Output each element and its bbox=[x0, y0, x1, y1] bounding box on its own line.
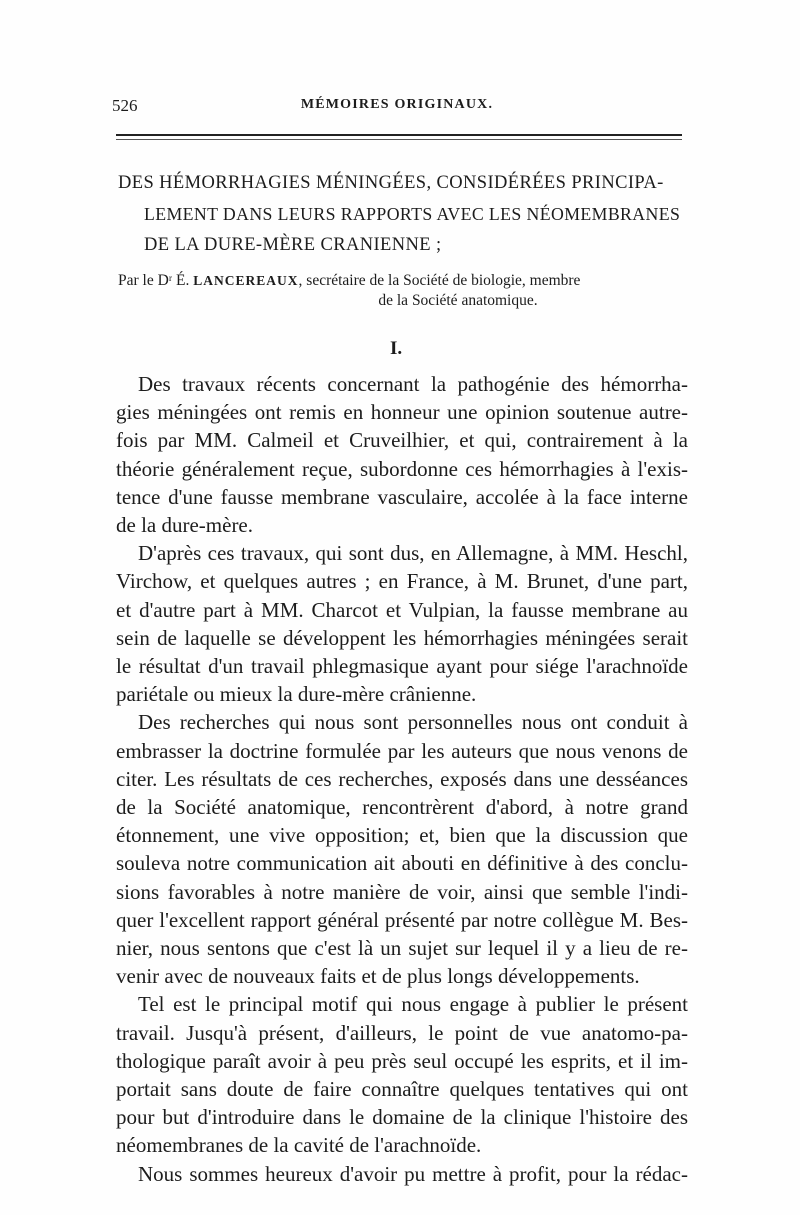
title-line: DES HÉMORRHAGIES MÉNINGÉES, CONSIDÉRÉES PRINCIPA- bbox=[118, 173, 664, 193]
body-line: théorie généralement reçue, subordonne ces hémorrhagies à l'exis- bbox=[116, 456, 688, 481]
section-number: I. bbox=[390, 338, 403, 359]
body-line: Des recherches qui nous sont personnelles nous ont conduit à bbox=[138, 710, 688, 735]
byline bbox=[118, 271, 688, 311]
body-line: pariétale ou mieux la dure-mère crânienne. bbox=[116, 682, 477, 707]
body-line: Tel est le principal motif qui nous engage à publier le présent bbox=[138, 992, 688, 1017]
author-name: LANCEREAUX bbox=[193, 273, 299, 288]
byline-prefix: Par le Dʳ É. bbox=[118, 272, 194, 289]
body-line: souleva notre communication ait abouti en définitive à des conclu- bbox=[116, 851, 688, 876]
body-line: sein de laquelle se développent les hémorrhagies méningées serait bbox=[116, 625, 688, 650]
body-line: étonnement, une vive opposition; et, bien que la discussion que bbox=[116, 823, 688, 848]
body-line: Virchow, et quelques autres ; en France, à M. Brunet, d'une part, bbox=[116, 569, 688, 594]
body-line: pour but d'introduire dans le domaine de la clinique l'histoire des bbox=[116, 1105, 688, 1130]
body-line: gies méningées ont remis en honneur une opinion soutenue autre- bbox=[116, 400, 688, 425]
body-line: travail. Jusqu'à présent, d'ailleurs, le point de vue anatomo-pa- bbox=[116, 1020, 688, 1045]
body-line: le résultat d'un travail phlegmasique ayant pour siége l'arachnoïde bbox=[116, 654, 688, 679]
running-head bbox=[112, 96, 682, 120]
body-text bbox=[116, 370, 688, 1188]
body-line: de la dure-mère. bbox=[116, 513, 254, 538]
body-line: portait sans doute de faire connaître quelques tentatives qui ont bbox=[116, 1077, 688, 1102]
title-line: DE LA DURE-MÈRE CRANIENNE ; bbox=[144, 235, 442, 255]
body-line: Des travaux récents concernant la pathogénie des hémorrha- bbox=[138, 372, 688, 396]
body-line: embrasser la doctrine formulée par les auteurs que nous venons de bbox=[116, 738, 688, 763]
body-line: sions favorables à notre manière de voir, ainsi que semble l'indi- bbox=[116, 879, 688, 904]
byline-line bbox=[118, 271, 688, 291]
title-line: LEMENT DANS LEURS RAPPORTS AVEC LES NÉOMEMBRANES bbox=[144, 204, 681, 224]
body-line: et d'autre part à MM. Charcot et Vulpian, la fausse membrane au bbox=[116, 597, 688, 622]
body-line: de la Société anatomique, rencontrèrent d'abord, à notre grand bbox=[116, 795, 688, 820]
body-line: D'après ces travaux, qui sont dus, en Allemagne, à MM. Heschl, bbox=[138, 541, 688, 566]
page-number: 526 bbox=[112, 96, 138, 115]
body-line: néomembranes de la cavité de l'arachnoïde. bbox=[116, 1133, 482, 1158]
body-line: venir avec de nouveaux faits et de plus longs développements. bbox=[116, 964, 640, 989]
body-line: fois par MM. Calmeil et Cruveilhier, et qui, contrairement à la bbox=[116, 428, 688, 453]
header-rule bbox=[116, 134, 682, 136]
running-title: MÉMOIRES ORIGINAUX. bbox=[300, 97, 494, 112]
article-title bbox=[118, 168, 684, 261]
body-line: citer. Les résultats de ces recherches, exposés dans une desséances bbox=[116, 766, 688, 791]
body-line: quer l'excellent rapport général présenté par notre collègue M. Bes- bbox=[116, 907, 688, 932]
body-line: Nous sommes heureux d'avoir pu mettre à profit, pour la rédac- bbox=[138, 1161, 688, 1186]
byline-suffix: , secrétaire de la Société de biologie, membre bbox=[298, 272, 581, 289]
body-line: nier, nous sentons que c'est là un sujet sur lequel il y a lieu de re- bbox=[116, 936, 688, 961]
byline-line: de la Société anatomique. bbox=[378, 292, 538, 309]
body-line: tence d'une fausse membrane vasculaire, accolée à la face interne bbox=[116, 484, 688, 509]
header-rule-thin bbox=[116, 139, 682, 140]
body-line: thologique paraît avoir à peu près seul occupé les esprits, et il im- bbox=[116, 1048, 688, 1073]
